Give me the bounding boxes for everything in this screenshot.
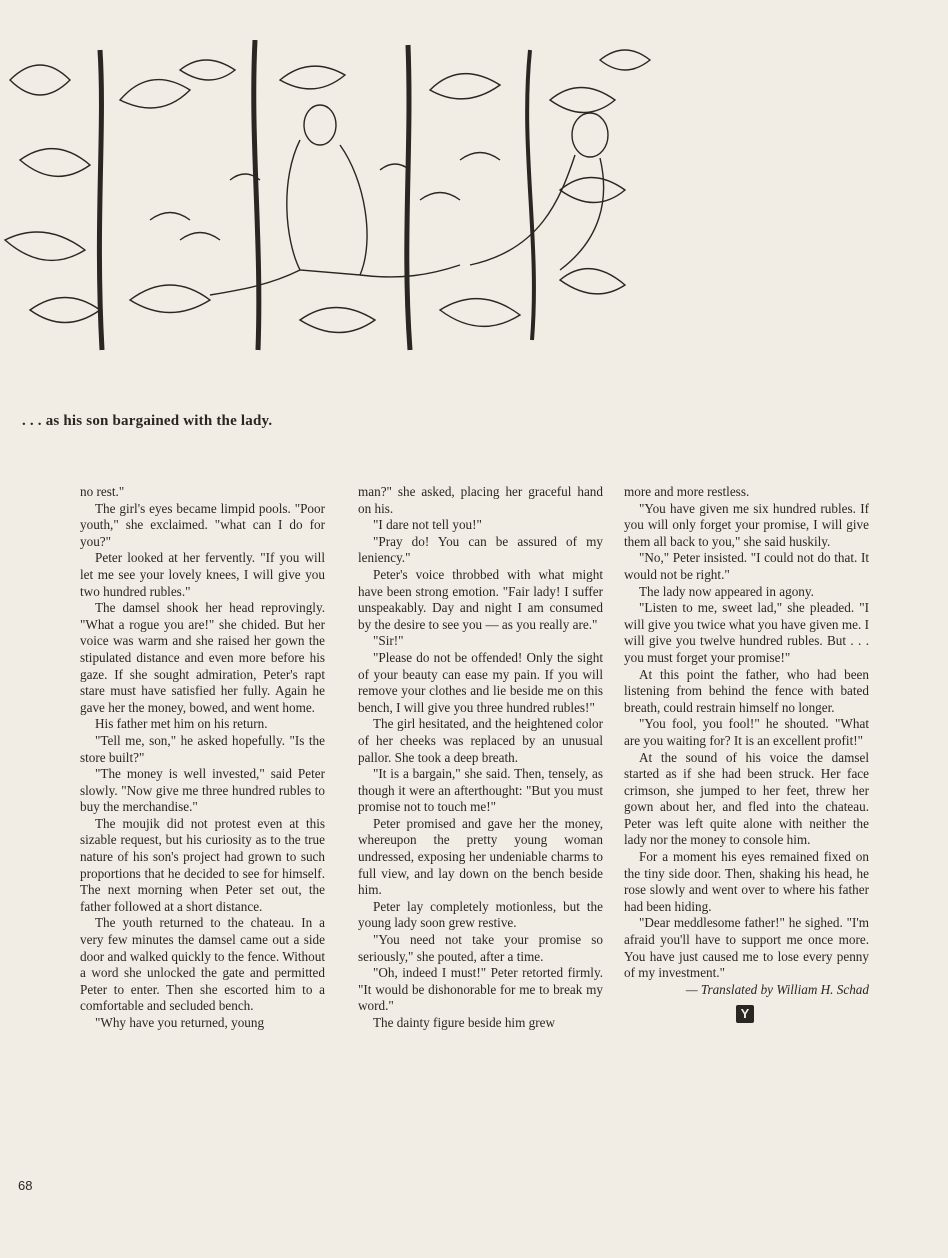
paragraph: "No," Peter insisted. "I could not do that. It would not be right." — [624, 550, 869, 582]
paragraph: Peter's voice throbbed with what might have been strong emotion. "Fair lady! I suffer unspeakably. Day and night I am consumed by the desire to see you — as you really are." — [358, 566, 603, 632]
figure-caption: . . . as his son bargained with the lady. — [22, 413, 273, 429]
article-column-1 — [80, 484, 325, 1032]
paragraph: "I dare not tell you!" — [373, 517, 482, 533]
paragraph: Peter looked at her fervently. "If you will let me see your lovely knees, I will give you two hundred rubles." — [80, 550, 325, 599]
translator-credit: — Translated by William H. Schad — [685, 981, 869, 997]
paragraph: "Oh, indeed I must!" Peter retorted firmly. "It would be dishonorable for me to break my word." — [358, 965, 603, 1014]
paragraph: At the sound of his voice the damsel started as if she had been struck. Her face crimson, she jumped to her feet, threw her gown about her, and fled into the chateau. Peter was left quite alone with neither the lady nor the money to console him. — [624, 749, 869, 848]
page-number: 68 — [18, 1178, 33, 1193]
paragraph: The girl's eyes became limpid pools. "Poor youth," she exclaimed. "what can I do for you?" — [80, 500, 325, 549]
paragraph: "Why have you returned, young — [95, 1015, 265, 1030]
paragraph: The youth returned to the chateau. In a very few minutes the damsel came out a side door and walked quickly to the fence. Without a word she unlocked the gate and permitted Peter to enter. Then she escorted him to a comfortable and secluded bench. — [80, 915, 325, 1014]
paragraph: The dainty figure beside him grew — [373, 1015, 556, 1030]
paragraph: no rest." — [80, 484, 125, 499]
paragraph: "You have given me six hundred rubles. If you will only forget your promise, I will give them all back to you," she said huskily. — [624, 500, 869, 549]
paragraph: Peter lay completely motionless, but the young lady soon grew restive. — [358, 898, 603, 931]
paragraph: "You need not take your promise so seriously," she pouted, after a time. — [358, 932, 603, 964]
paragraph: The moujik did not protest even at this sizable request, but his curiosity as to the true nature of his son's project had grown to such proportions that he decided to see for himself. The next morning when Peter set out, the father followed at a short distance. — [80, 815, 325, 914]
paragraph: "Sir!" — [373, 633, 404, 649]
paragraph: "It is a bargain," she said. Then, tensely, as though it were an afterthought: "But you must promise not to touch me!" — [358, 766, 603, 815]
paragraph: "Pray do! You can be assured of my leniency." — [358, 533, 603, 566]
article-column-3 — [624, 484, 869, 1023]
paragraph: The girl hesitated, and the heightened color of her cheeks was replaced by an unusual pallor. She took a deep breath. — [358, 716, 603, 765]
paragraph: "Dear meddlesome father!" he sighed. "I'm afraid you'll have to support me once more. You have just caused me to lose every penny of my investment." — [624, 915, 869, 981]
paragraph: "Listen to me, sweet lad," she pleaded. "I will give you twice what you have given me. I will give you twelve hundred rubles. But . . . you must forget your promise!" — [624, 600, 869, 665]
paragraph: more and more restless. — [624, 484, 750, 499]
paragraph: "The money is well invested," said Peter slowly. "Now give me three hundred rubles to buy the merchandise." — [80, 766, 325, 815]
paragraph: man?" she asked, placing her graceful hand on his. — [358, 484, 603, 516]
end-mark-icon: Y — [736, 1005, 754, 1023]
paragraph: "Please do not be offended! Only the sight of your beauty can ease my pain. If you will remove your clothes and lie beside me on this bench, I will give you three hundred rubles!" — [358, 649, 603, 715]
leaf-illustration — [0, 40, 665, 360]
paragraph: "Tell me, son," he asked hopefully. "Is the store built?" — [80, 732, 325, 765]
paragraph: "You fool, you fool!" he shouted. "What are you waiting for? It is an excellent profit!" — [624, 716, 869, 748]
article-column-2 — [358, 484, 603, 1032]
paragraph: The damsel shook her head reprovingly. "What a rogue you are!" she chided. But her voice was warm and she raised her gown the stipulated distance and even more before his gaze. If she sought admiration, Peter's rapt stare must have satisfied her fully. Again he gave her the money, bowed, and went home. — [80, 600, 325, 715]
paragraph: At this point the father, who had been listening from behind the fence with bated breath, could restrain himself no longer. — [624, 666, 869, 715]
paragraph: The lady now appeared in agony. — [639, 583, 814, 599]
paragraph: His father met him on his return. — [95, 716, 268, 732]
paragraph: Peter promised and gave her the money, whereupon the pretty young woman undressed, exposing her undeniable charms to full view, and lay down on the bench beside him. — [358, 815, 603, 898]
paragraph: For a moment his eyes remained fixed on the tiny side door. Then, shaking his head, he rose slowly and went over to where his father had been hiding. — [624, 849, 869, 914]
